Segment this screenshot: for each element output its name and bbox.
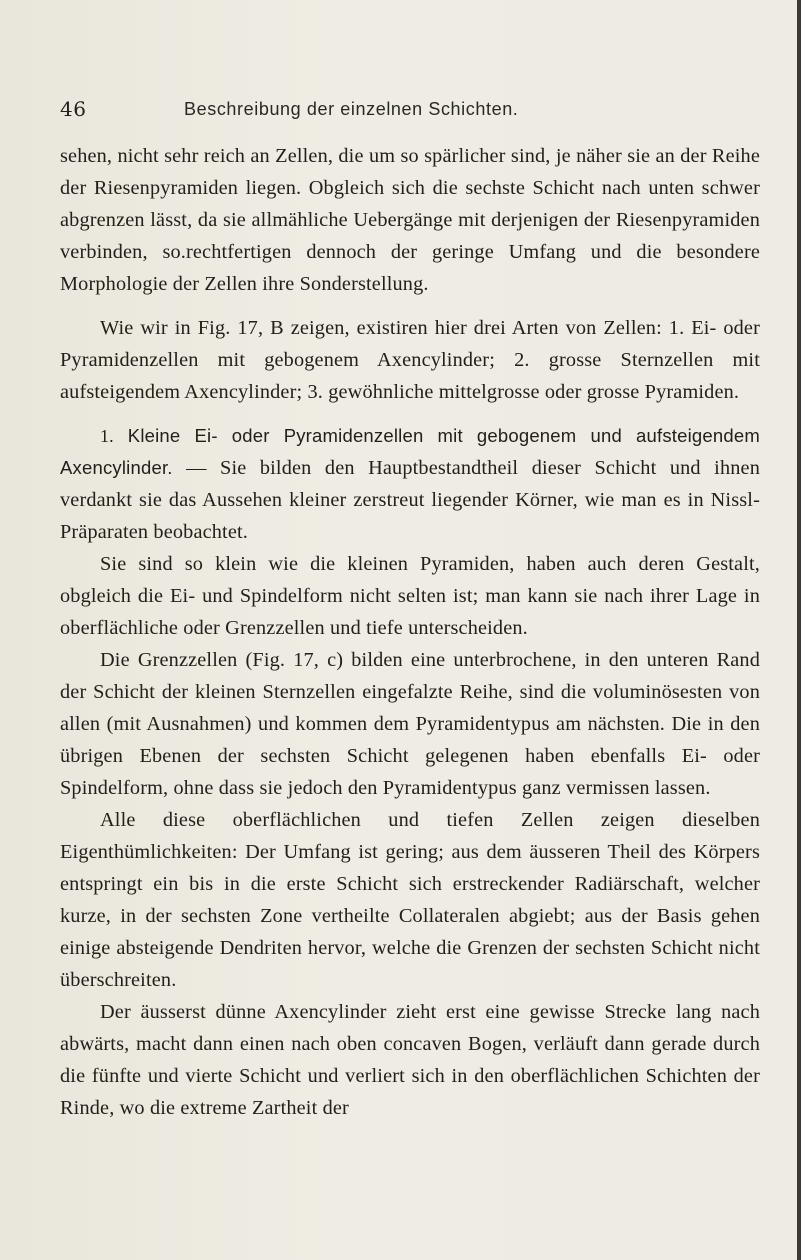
section-number: 1. <box>100 426 114 446</box>
paragraph-section-1 <box>60 420 760 548</box>
paragraph-grenzzellen: Die Grenzzellen (Fig. 17, c) bilden eine unterbrochene, in den unteren Rand der Schicht der kleinen Sternzellen eingefalzte Reihe, sind die voluminösesten von allen (mit Ausnahmen) und kommen dem Pyramidentypus am nächsten. Die in den übrigen Ebenen der sechsten Schicht gelegenen haben ebenfalls Ei- oder Spindelform, ohne dass sie jedoch den Pyramidentypus ganz vermissen lassen. <box>60 649 760 799</box>
page-header <box>60 97 760 127</box>
page-edge-shadow <box>797 0 801 1260</box>
paragraph-shape: Sie sind so klein wie die kleinen Pyramiden, haben auch deren Gestalt, obgleich die Ei- und Spindelform nicht selten ist; man kann sie nach ihrer Lage in oberflächliche oder Grenzzellen und tiefe unterscheiden. <box>60 553 760 639</box>
paragraph-eigenthuemlichkeiten: Alle diese oberflächlichen und tiefen Zellen zeigen dieselben Eigenthümlichkeiten: Der Umfang ist gering; aus dem äusseren Theil des Körpers entspringt ein bis in die erste Schicht sich erstreckender Radiärschaft, welcher kurze, in der sechsten Zone vertheilte Collateralen abgiebt; aus der Basis gehen einige absteigende Dendriten hervor, welche die Grenzen der sechsten Schicht nicht überschreiten. <box>60 809 760 991</box>
body-text <box>60 140 760 1124</box>
paragraph-axencylinder: Der äusserst dünne Axencylinder zieht erst eine gewisse Strecke lang nach abwärts, macht dann einen nach oben concaven Bogen, verläuft dann gerade durch die fünfte und vierte Schicht und verliert sich in den oberflächlichen Schichten der Rinde, wo die extreme Zartheit der <box>60 1001 760 1119</box>
page-number: 46 <box>60 97 87 121</box>
running-head: Beschreibung der einzelnen Schichten. <box>184 99 519 119</box>
section-text: — Sie bilden den Hauptbestandtheil dieser Schicht und ihnen verdankt sie das Aussehen kleiner zerstreut liegender Körner, wie man es in Nissl-Präparaten beobachtet. <box>60 457 760 543</box>
paragraph-cell-types: Wie wir in Fig. 17, B zeigen, existiren hier drei Arten von Zellen: 1. Ei- oder Pyramidenzellen mit gebogenem Axencylinder; 2. grosse Sternzellen mit aufsteigendem Axencylinder; 3. gewöhnliche mittelgrosse oder grosse Pyramiden. <box>60 317 760 403</box>
section-heading: Kleine Ei- oder Pyramidenzellen mit gebogenem und aufsteigendem Axencylinder. <box>60 425 760 478</box>
paragraph-continuation: sehen, nicht sehr reich an Zellen, die um so spärlicher sind, je näher sie an der Reihe der Riesenpyramiden liegen. Obgleich sich die sechste Schicht nach unten schwer abgrenzen lässt, da sie allmähliche Uebergänge mit derjenigen der Riesenpyramiden verbinden, so.rechtfertigen dennoch der geringe Umfang und die besondere Morphologie der Zellen ihre Sonderstellung. <box>60 145 760 295</box>
